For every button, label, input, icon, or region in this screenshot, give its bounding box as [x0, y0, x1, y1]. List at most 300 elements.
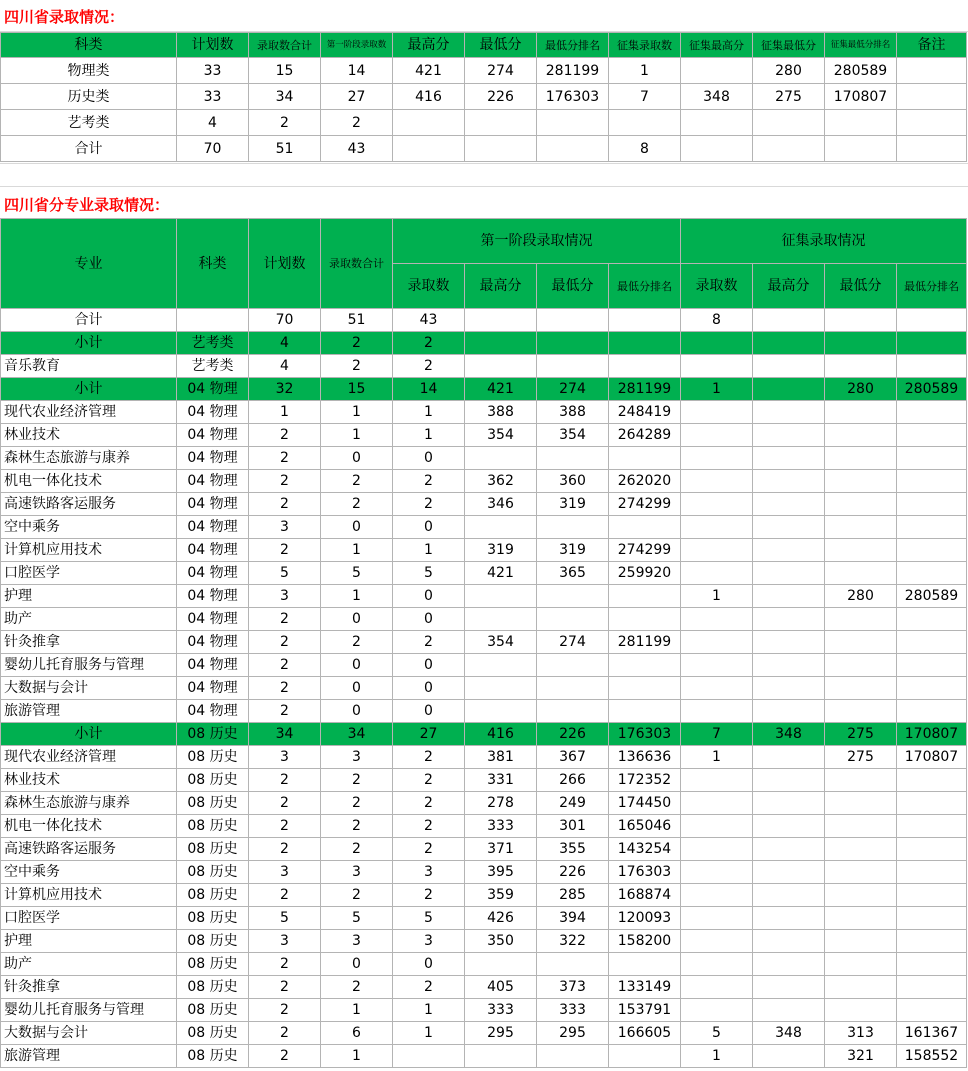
table-cell: [681, 907, 753, 930]
table-cell: [537, 516, 609, 539]
table-cell: 0: [321, 516, 393, 539]
table-cell: [897, 976, 967, 999]
table-cell: 2: [249, 769, 321, 792]
table-cell: 2: [249, 677, 321, 700]
header-major: 专业: [1, 219, 177, 309]
table-cell: [681, 58, 753, 84]
table-cell: [537, 332, 609, 355]
table-cell: [465, 585, 537, 608]
table-cell: 381: [465, 746, 537, 769]
major-name-cell: 旅游管理: [1, 700, 177, 723]
header-row: [1, 33, 967, 58]
table-cell: 04 物理: [177, 470, 249, 493]
table-row: [1, 792, 967, 815]
major-name-cell: 林业技术: [1, 424, 177, 447]
table-cell: 2: [249, 493, 321, 516]
table-cell: 2: [249, 654, 321, 677]
major-name-cell: 机电一体化技术: [1, 470, 177, 493]
table-cell: [465, 516, 537, 539]
table-cell: 34: [321, 723, 393, 746]
table-cell: [465, 953, 537, 976]
table-cell: 0: [393, 608, 465, 631]
table-cell: 5: [321, 562, 393, 585]
table-cell: 2: [249, 424, 321, 447]
major-name-cell: 护理: [1, 585, 177, 608]
table-cell: 143254: [609, 838, 681, 861]
table-cell: [609, 585, 681, 608]
column-header: 最低分排名: [537, 33, 609, 58]
table-cell: [681, 332, 753, 355]
table-cell: 4: [177, 110, 249, 136]
table-cell: 1: [393, 1022, 465, 1045]
table-cell: [753, 792, 825, 815]
table-cell: 165046: [609, 815, 681, 838]
table-cell: [681, 401, 753, 424]
table-cell: 1: [321, 1045, 393, 1068]
table-cell: [897, 815, 967, 838]
table-cell: 1: [393, 539, 465, 562]
table-cell: [825, 355, 897, 378]
table-cell: 2: [249, 608, 321, 631]
table-cell: 355: [537, 838, 609, 861]
table-cell: 2: [321, 355, 393, 378]
header-admitted-total: 录取数合计: [321, 219, 393, 309]
table-cell: 172352: [609, 769, 681, 792]
table-cell: 物理类: [1, 58, 177, 84]
table-cell: [609, 332, 681, 355]
table-cell: 1: [393, 999, 465, 1022]
table-cell: 0: [321, 953, 393, 976]
table-cell: 3: [249, 585, 321, 608]
table-cell: [897, 769, 967, 792]
table-cell: 4: [249, 355, 321, 378]
table-cell: 416: [393, 84, 465, 110]
table-cell: [609, 110, 681, 136]
table-cell: 70: [177, 136, 249, 162]
table-cell: 405: [465, 976, 537, 999]
table-cell: [681, 608, 753, 631]
table-row: [1, 953, 967, 976]
table-cell: 2: [393, 838, 465, 861]
table-cell: [897, 907, 967, 930]
table-cell: [537, 355, 609, 378]
major-name-cell: 针灸推拿: [1, 631, 177, 654]
table-cell: [825, 654, 897, 677]
table-cell: 0: [393, 677, 465, 700]
table-cell: 120093: [609, 907, 681, 930]
table-cell: 0: [321, 700, 393, 723]
table-cell: [825, 608, 897, 631]
table-cell: 321: [825, 1045, 897, 1068]
table-cell: [465, 677, 537, 700]
table-cell: [825, 136, 897, 162]
table-cell: [825, 110, 897, 136]
table-cell: 合计: [1, 136, 177, 162]
table-cell: 281199: [609, 631, 681, 654]
table-cell: [753, 309, 825, 332]
table-cell: [825, 516, 897, 539]
table-row: [1, 999, 967, 1022]
table-cell: 08 历史: [177, 815, 249, 838]
table-row: [1, 884, 967, 907]
table-cell: 1: [249, 401, 321, 424]
table-cell: 08 历史: [177, 723, 249, 746]
column-header: 录取数合计: [249, 33, 321, 58]
subtotal-row: [1, 723, 967, 746]
table-cell: 354: [537, 424, 609, 447]
table-cell: [537, 654, 609, 677]
major-name-cell: 林业技术: [1, 769, 177, 792]
table-cell: 04 物理: [177, 608, 249, 631]
table-cell: [825, 493, 897, 516]
table-cell: [753, 631, 825, 654]
table-cell: 0: [321, 654, 393, 677]
major-name-cell: 高速铁路客运服务: [1, 838, 177, 861]
table-cell: [609, 654, 681, 677]
table-cell: 04 物理: [177, 677, 249, 700]
column-header: 征集录取数: [609, 33, 681, 58]
table-cell: [609, 953, 681, 976]
table-cell: [825, 884, 897, 907]
table-cell: [393, 110, 465, 136]
table-cell: 274: [465, 58, 537, 84]
table-cell: [825, 700, 897, 723]
table-cell: 04 物理: [177, 378, 249, 401]
table-cell: 176303: [537, 84, 609, 110]
table-cell: 170807: [897, 723, 967, 746]
table-cell: 158200: [609, 930, 681, 953]
table-cell: [753, 861, 825, 884]
major-name-cell: 计算机应用技术: [1, 884, 177, 907]
table-cell: [897, 332, 967, 355]
table-cell: [465, 332, 537, 355]
table-cell: 2: [393, 493, 465, 516]
header-plan: 计划数: [249, 219, 321, 309]
table-cell: 2: [393, 976, 465, 999]
table-cell: [825, 792, 897, 815]
table-cell: [753, 516, 825, 539]
table-cell: [681, 861, 753, 884]
table-cell: [897, 677, 967, 700]
table-cell: [609, 516, 681, 539]
table-cell: [681, 792, 753, 815]
table-cell: [465, 355, 537, 378]
table-cell: [753, 976, 825, 999]
table-cell: [753, 815, 825, 838]
table-cell: 2: [321, 769, 393, 792]
column-header: 科类: [1, 33, 177, 58]
table-cell: [753, 838, 825, 861]
table-cell: 350: [465, 930, 537, 953]
table-cell: [465, 309, 537, 332]
header-sub: 最高分: [753, 264, 825, 309]
table-row: [1, 401, 967, 424]
table-cell: [753, 401, 825, 424]
table-cell: [537, 585, 609, 608]
major-name-cell: 音乐教育: [1, 355, 177, 378]
table-cell: 421: [465, 378, 537, 401]
table-cell: [537, 677, 609, 700]
table-cell: [681, 930, 753, 953]
table-row: [1, 355, 967, 378]
major-name-cell: 助产: [1, 953, 177, 976]
table-cell: 280589: [825, 58, 897, 84]
table-cell: 08 历史: [177, 884, 249, 907]
table-cell: 2: [249, 1045, 321, 1068]
table-cell: 266: [537, 769, 609, 792]
table-cell: 2: [249, 539, 321, 562]
table-cell: [753, 953, 825, 976]
table-cell: [609, 355, 681, 378]
table-cell: 1: [321, 401, 393, 424]
table-cell: [753, 884, 825, 907]
table-cell: 426: [465, 907, 537, 930]
table-cell: [465, 136, 537, 162]
table-cell: [681, 355, 753, 378]
major-name-cell: 小计: [1, 723, 177, 746]
table-cell: [681, 539, 753, 562]
table-cell: 2: [393, 470, 465, 493]
table-cell: [897, 309, 967, 332]
table-row: [1, 631, 967, 654]
table-cell: 2: [321, 976, 393, 999]
table-cell: 2: [393, 746, 465, 769]
table-cell: [753, 355, 825, 378]
table-cell: 33: [177, 84, 249, 110]
table-cell: 1: [609, 58, 681, 84]
header-sub: 最低分排名: [609, 264, 681, 309]
table-cell: 2: [249, 884, 321, 907]
table-cell: [825, 447, 897, 470]
table-cell: 6: [321, 1022, 393, 1045]
table-row: [1, 677, 967, 700]
table-cell: [825, 999, 897, 1022]
header-supplementary: 征集录取情况: [681, 219, 967, 264]
major-admission-table: [0, 218, 967, 1068]
table-cell: 04 物理: [177, 424, 249, 447]
table-cell: 275: [825, 746, 897, 769]
table-cell: [897, 999, 967, 1022]
table-cell: 2: [249, 792, 321, 815]
table-cell: [897, 700, 967, 723]
table-cell: 2: [321, 470, 393, 493]
table-cell: 0: [321, 447, 393, 470]
table-cell: 3: [321, 930, 393, 953]
table-cell: 0: [393, 700, 465, 723]
table-row: [1, 470, 967, 493]
table-cell: [681, 447, 753, 470]
table-cell: 08 历史: [177, 861, 249, 884]
major-name-cell: 空中乘务: [1, 516, 177, 539]
table-cell: [609, 700, 681, 723]
table-cell: 333: [465, 815, 537, 838]
table-cell: [897, 884, 967, 907]
header-sub: 最低分: [825, 264, 897, 309]
table-cell: 3: [249, 516, 321, 539]
table-cell: 04 物理: [177, 539, 249, 562]
table-cell: [897, 953, 967, 976]
column-header: 计划数: [177, 33, 249, 58]
column-header: 征集最低分: [753, 33, 825, 58]
table-cell: [681, 424, 753, 447]
table-cell: 275: [825, 723, 897, 746]
major-name-cell: 旅游管理: [1, 1045, 177, 1068]
table-cell: 274: [537, 631, 609, 654]
table-cell: 322: [537, 930, 609, 953]
table-row: [1, 447, 967, 470]
table-cell: 32: [249, 378, 321, 401]
subtotal-row: [1, 378, 967, 401]
table-cell: 170807: [825, 84, 897, 110]
table-cell: 319: [537, 539, 609, 562]
table-cell: 2: [249, 976, 321, 999]
table-cell: 5: [249, 562, 321, 585]
table-cell: 249: [537, 792, 609, 815]
table-row: [1, 700, 967, 723]
section-title-province: 四川省录取情况：: [4, 8, 125, 26]
table-cell: [537, 447, 609, 470]
major-name-cell: 小计: [1, 332, 177, 355]
table-cell: 1: [393, 424, 465, 447]
table-cell: 0: [393, 516, 465, 539]
table-cell: 313: [825, 1022, 897, 1045]
table-cell: 280589: [897, 585, 967, 608]
table-cell: 14: [393, 378, 465, 401]
table-cell: 8: [609, 136, 681, 162]
table-cell: 1: [321, 539, 393, 562]
column-header: 最高分: [393, 33, 465, 58]
major-name-cell: 空中乘务: [1, 861, 177, 884]
table-cell: 5: [681, 1022, 753, 1045]
table-cell: 264289: [609, 424, 681, 447]
table-cell: [897, 424, 967, 447]
table-cell: 1: [681, 378, 753, 401]
table-cell: [753, 447, 825, 470]
table-cell: [825, 907, 897, 930]
table-cell: 1: [321, 585, 393, 608]
table-cell: 2: [249, 110, 321, 136]
table-cell: 3: [393, 930, 465, 953]
table-row: [1, 769, 967, 792]
table-cell: 34: [249, 84, 321, 110]
table-cell: 43: [321, 136, 393, 162]
table-cell: 166605: [609, 1022, 681, 1045]
table-row: [1, 1045, 967, 1068]
table-row: [1, 815, 967, 838]
major-name-cell: 婴幼儿托育服务与管理: [1, 654, 177, 677]
table-cell: 301: [537, 815, 609, 838]
table-row: [1, 1022, 967, 1045]
table-cell: 295: [465, 1022, 537, 1045]
major-name-cell: 口腔医学: [1, 562, 177, 585]
table-cell: 33: [177, 58, 249, 84]
header-sub: 最低分: [537, 264, 609, 309]
table-cell: [537, 953, 609, 976]
table-row: [1, 585, 967, 608]
table-cell: [825, 562, 897, 585]
table-cell: [825, 539, 897, 562]
column-header: 征集最高分: [681, 33, 753, 58]
table-row: [1, 424, 967, 447]
table-cell: 7: [681, 723, 753, 746]
table-cell: 333: [537, 999, 609, 1022]
subtotal-row: [1, 332, 967, 355]
table-cell: 08 历史: [177, 907, 249, 930]
table-cell: [177, 309, 249, 332]
table-cell: 226: [465, 84, 537, 110]
table-cell: 04 物理: [177, 700, 249, 723]
table-cell: [897, 792, 967, 815]
table-cell: 1: [393, 401, 465, 424]
table-cell: [681, 999, 753, 1022]
table-cell: 360: [537, 470, 609, 493]
table-cell: 3: [249, 930, 321, 953]
table-cell: 274: [537, 378, 609, 401]
header-category: 科类: [177, 219, 249, 309]
major-name-cell: 小计: [1, 378, 177, 401]
table-cell: 274299: [609, 493, 681, 516]
table-cell: 艺考类: [177, 332, 249, 355]
table-cell: 3: [249, 746, 321, 769]
table-cell: 27: [321, 84, 393, 110]
table-cell: [825, 470, 897, 493]
table-cell: 1: [681, 585, 753, 608]
table-cell: 08 历史: [177, 838, 249, 861]
table-cell: [897, 930, 967, 953]
table-cell: 2: [249, 838, 321, 861]
table-cell: [897, 84, 967, 110]
table-cell: 331: [465, 769, 537, 792]
table-cell: 359: [465, 884, 537, 907]
table-cell: 5: [321, 907, 393, 930]
major-name-cell: 高速铁路客运服务: [1, 493, 177, 516]
table-cell: [537, 608, 609, 631]
table-cell: 2: [393, 884, 465, 907]
header-sub: 最高分: [465, 264, 537, 309]
table-cell: [681, 631, 753, 654]
header-row-top: [1, 219, 967, 264]
table-cell: [681, 654, 753, 677]
table-cell: 354: [465, 631, 537, 654]
table-cell: [753, 999, 825, 1022]
table-cell: 1: [321, 999, 393, 1022]
table-cell: [609, 309, 681, 332]
table-cell: 161367: [897, 1022, 967, 1045]
table-cell: [825, 930, 897, 953]
table-row: [1, 84, 967, 110]
table-cell: 43: [393, 309, 465, 332]
table-cell: [753, 677, 825, 700]
table-cell: [537, 110, 609, 136]
table-cell: 5: [393, 562, 465, 585]
table-cell: 34: [249, 723, 321, 746]
total-row: [1, 309, 967, 332]
table-cell: [897, 608, 967, 631]
table-row: [1, 976, 967, 999]
table-cell: [681, 562, 753, 585]
table-cell: 2: [321, 815, 393, 838]
table-cell: 158552: [897, 1045, 967, 1068]
table-cell: [681, 815, 753, 838]
table-cell: 248419: [609, 401, 681, 424]
table-cell: [681, 838, 753, 861]
table-cell: [753, 1045, 825, 1068]
table-row: [1, 861, 967, 884]
table-cell: 0: [393, 447, 465, 470]
table-cell: 2: [249, 999, 321, 1022]
table-cell: [753, 562, 825, 585]
table-cell: 04 物理: [177, 585, 249, 608]
